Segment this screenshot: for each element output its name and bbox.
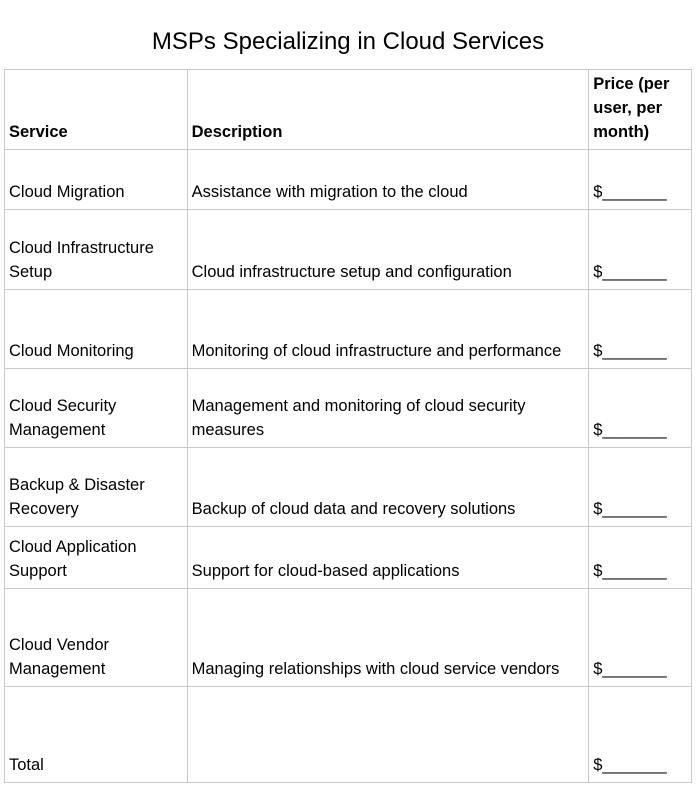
table-row [5,150,692,210]
description-cell: Management and monitoring of cloud security measures [187,369,589,448]
table-row [5,369,692,448]
services-table [4,69,692,783]
page-title: MSPs Specializing in Cloud Services [151,28,545,55]
price-cell: $_______ [589,150,692,210]
header-description: Description [187,70,589,150]
total-price-cell: $_______ [589,687,692,783]
price-cell: $_______ [589,369,692,448]
table-header-row [5,70,692,150]
table-row [5,527,692,589]
header-service: Service [5,70,188,150]
service-cell: Cloud Vendor Management [5,589,188,687]
service-cell: Cloud Monitoring [5,290,188,369]
description-cell: Cloud infrastructure setup and configuration [187,210,589,290]
description-cell: Monitoring of cloud infrastructure and performance [187,290,589,369]
service-cell: Backup & Disaster Recovery [5,448,188,527]
price-cell: $_______ [589,210,692,290]
description-cell: Support for cloud-based applications [187,527,589,589]
description-cell: Backup of cloud data and recovery solutions [187,448,589,527]
total-row [5,687,692,783]
service-cell: Cloud Migration [5,150,188,210]
service-cell: Cloud Security Management [5,369,188,448]
price-cell: $_______ [589,589,692,687]
total-description-cell [187,687,589,783]
header-price: Price (per user, per month) [589,70,692,150]
table-row [5,448,692,527]
service-cell: Cloud Application Support [5,527,188,589]
price-cell: $_______ [589,527,692,589]
table-row [5,589,692,687]
table-row [5,210,692,290]
service-cell: Cloud Infrastructure Setup [5,210,188,290]
price-cell: $_______ [589,448,692,527]
total-label: Total [5,687,188,783]
price-cell: $_______ [589,290,692,369]
description-cell: Managing relationships with cloud service vendors [187,589,589,687]
table-row [5,290,692,369]
description-cell: Assistance with migration to the cloud [187,150,589,210]
